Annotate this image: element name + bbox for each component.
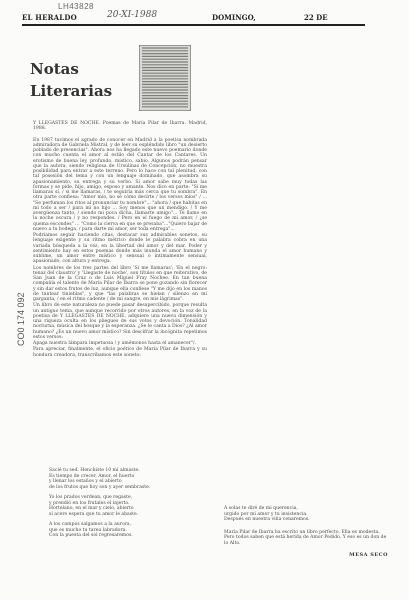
poem-line: y llenar los estaños y el abierto bbox=[49, 479, 122, 484]
closing-text: María Pilar de Ibarra ha escrito un libro perfecto. Ella es modesta. Pero todos saben que está herida de Amor Pedido. Y eso es un don de lo Alto. bbox=[224, 529, 387, 546]
sonnet-stanza-2 bbox=[49, 495, 209, 517]
sonnet-stanza-1 bbox=[49, 468, 209, 490]
sonnet-stanza-4 bbox=[224, 506, 388, 523]
side-stamp-text: CO0 174 092 bbox=[16, 292, 26, 346]
article-paragraph-4: Un libro de este naturaleza no puede pasar desapercibido, porque resulta un antiguo tema, que aunque recorrido por otros autores, en la voz de la poetisa de Y LLEGASTES DE NOCHE, adquiere una nueva dimensión y una riqueza oculta en los pliegues de sus votos y devoción. Tonalidad nocturna, música del bosque y la esperanza. ¿Se le canta a Dios? ¿Al amor humano? ¿Es un nuevo amor místico? Sin descifrar la incógnita repetimos estos versos: bbox=[33, 303, 207, 340]
poem-line: y prendió en los frutales el injerto. bbox=[49, 500, 130, 506]
newspaper-masthead bbox=[22, 10, 362, 23]
side-stamp bbox=[3, 196, 26, 346]
poem-line: que es mucho tu tarea labradora. bbox=[49, 527, 127, 533]
poem-line: Con la puesta del sol regresaremos. bbox=[49, 533, 133, 538]
poem-line: Es tiempo de crecer, Amor, el huerto bbox=[49, 473, 135, 479]
masthead-rule bbox=[22, 24, 365, 26]
archive-number: LH43828 bbox=[58, 2, 94, 11]
title-line-1: Notas bbox=[30, 60, 79, 78]
poem-line: A solas te diré de mi querencia, bbox=[224, 506, 298, 511]
title-line-2: Literarias bbox=[30, 82, 113, 100]
right-column bbox=[224, 506, 388, 559]
article-paragraph-3: Los nombres de los tres partes del libro 'Si me llamaras'; 'En el negro: tenaz del claustro' y 'Llegaste de noche', son títulos en que reiterativo, de San Juan de la Cruz o de Luis Miguel Fray Nochee. En tan buena compañía el talento de María Pilar de Ibarra se pone gozando sin florecer y sin dar estos frutos de luz, aunque ella confiese "Y me dijo en los manos de tantear tinieblas", y que "las palabras se hielan / silenzo en mi garganta, / en el ritmo cadente / de mi sangre, en mis lágrimas". bbox=[33, 265, 207, 302]
article-paragraph-5: Apaga nuestra lámpara impetuosa / y amémonos hasta el amanecer"/. bbox=[33, 341, 197, 346]
poem-line: Hortelano, en el mar y cielo, abierto bbox=[49, 506, 134, 511]
poem-line: Después en nuestra viña cenaremos. bbox=[224, 517, 310, 522]
poem-line: si acero espera que tu amor le abaste. bbox=[49, 511, 139, 517]
masthead-page: 22 DE bbox=[304, 13, 328, 22]
closing-paragraph bbox=[224, 530, 388, 547]
article-body bbox=[33, 121, 207, 359]
poem-line: de los frutos que hoy son y ayer sembraste. bbox=[49, 484, 151, 490]
sonnet bbox=[49, 468, 209, 544]
publication-name: EL HERALDO bbox=[22, 13, 77, 22]
handwritten-date: 20-XI-1988 bbox=[107, 10, 158, 20]
article-lead: Y LLEGASTES DE NOCHE. Poemas de María Pilar de Ibarra. Madrid, 1988. bbox=[33, 121, 207, 132]
sonnet-stanza-3 bbox=[49, 522, 209, 539]
article-paragraph-2: Podríamos seguir haciendo citas, destacar sus admirables sonetos, su lenguaje exigente y su ritmo métrico donde le palabra cobra en una variada búsqueda a la vez, en la libertad del amor y del mar. Poder y sentimiento hay en estos poemas donde más inunda el amor humano y sublime, un amor entre místico y sensual o íntimamente sensual, apasionado, con altura y entrega. bbox=[33, 233, 207, 265]
article-paragraph-1: En 1987 tuvimos el agrado de conocer en Madrid a la poetisa nombrada admiradora de Gabriela Mistral, y de leer su espléndido libro "un desierto poblado de presencias". Ahora nos ha llegado este nuevo poemario donde con mucho cuenta el amor al estilo del Cantar de los Cantares. Un erotismo de buena ley, profundo, místico, sabio. Algunos podrán pensar que la autora, siendo religiosa de Ursulinas de Concepción, no muestra posibilidad para entrar a este terreno. Pero lo hace con tal plenitud, con tal posesión del tema y con un lenguaje dominado, que asombra su apasionamiento, su entrega y su verbo. Si amor sabe muy todas las formas y se pide, hijo, amigo, esposo y amante. Nos dice en parte: "Si me llamaras sí, / si me llamaras, / te seguiría más cerca que tu sombra". En otra parte confiesa: "Amor mío, no sé cómo decirte / los versos míos" / ... "Se perfuman los ritos al pronunciar tu nombre"... "ahora / que habitas en mi todo a ser / para mí no hijo ... Soy menos que un mendigo. / Y me avergüenza tanto, / siendo mi poca dicha, llamarte amigo"... Te llamo en la noche oscura / y no respondes. / Pero en el fuego de mi amor, / ¿se quema escondes" ... "Como la cierva en que se presaba"..."Quiero bajar de nuevo a tu bodega, / para darte mi amor, ser toda entrega"... bbox=[33, 137, 207, 232]
poem-line: Sacié tu sed. Henchiste 10 mi almaste. bbox=[49, 468, 140, 473]
masthead-weekday: DOMINGO, bbox=[212, 13, 256, 22]
author-signature: MESA SECO bbox=[349, 552, 388, 558]
title-ornament-icon bbox=[139, 45, 191, 111]
article-title bbox=[30, 58, 112, 102]
article-paragraph-6: Para apreciar, finalmente, el oficio poético de María Pilar de Ibarra y su hondura creadora, transcribamos este soneto: bbox=[33, 347, 207, 358]
poem-line: urgido por mi amor y tu insistencia. bbox=[224, 511, 308, 517]
poem-line: Yo los prados verdean, que regaste, bbox=[49, 495, 133, 500]
poem-line: A los campos salgamos a la aurora, bbox=[49, 522, 132, 527]
